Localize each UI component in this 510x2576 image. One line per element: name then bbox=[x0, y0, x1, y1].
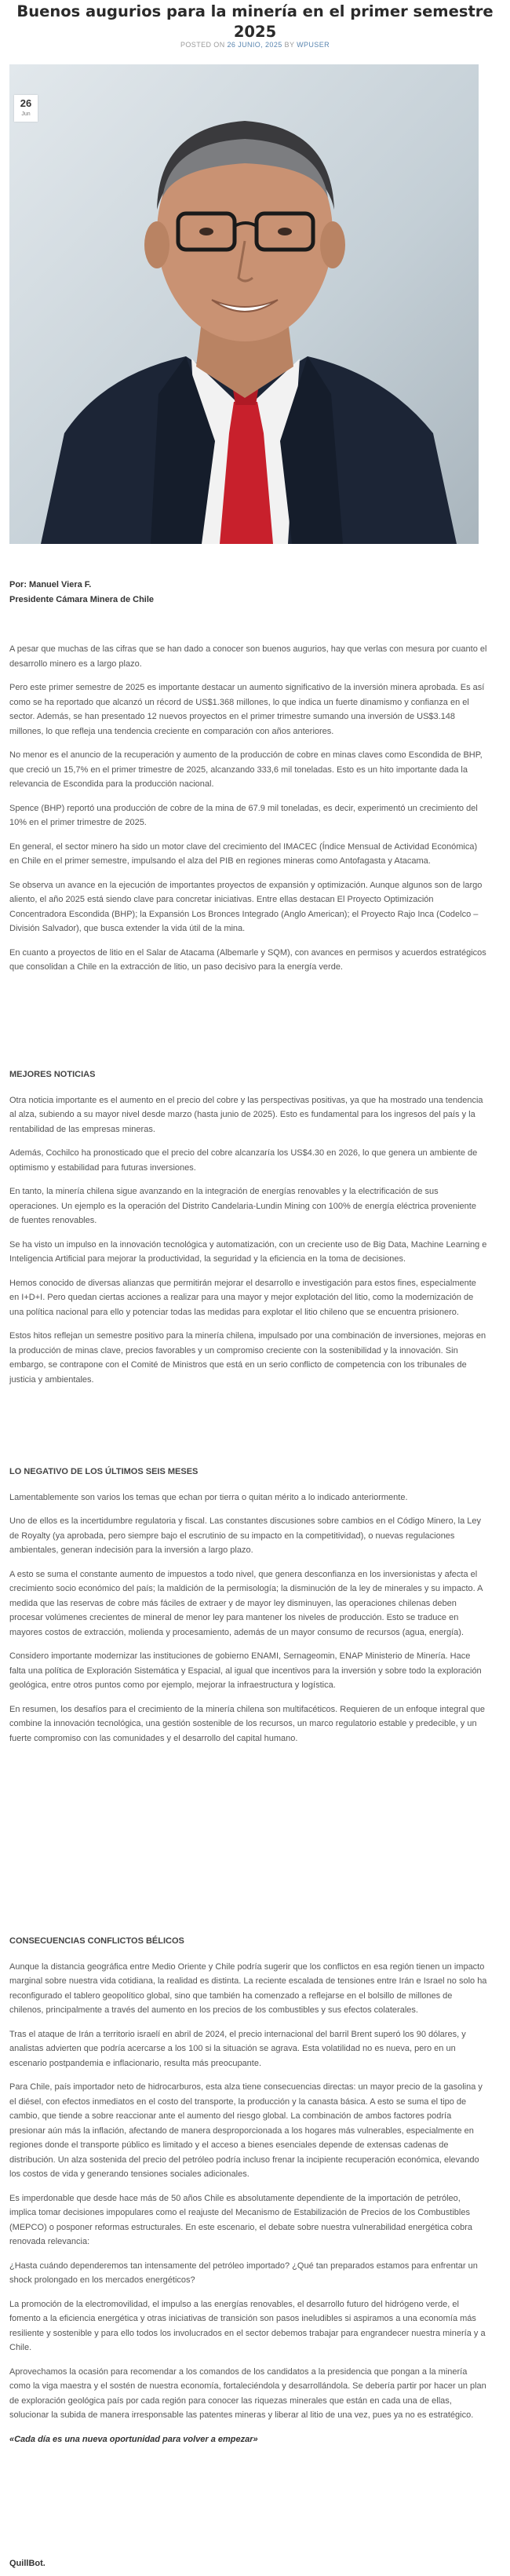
paragraph: Se ha visto un impulso en la innovación tecnológica y automatización, con un creciente uso de Big Data, Machine Learning e Inteligencia Artificial para mejorar la productividad, la seguridad y la eficiencia en la toma de decisiones. bbox=[9, 1239, 487, 1264]
byline-role: Presidente Cámara Minera de Chile bbox=[9, 595, 155, 604]
badge-day: 26 bbox=[20, 97, 32, 109]
date-badge bbox=[14, 95, 38, 122]
paragraph: Uno de ellos es la incertidumbre regulatoria y fiscal. Las constantes discusiones sobre cambios en el Código Minero, la Ley de Royalty (ya aprobada, pero siempre bajo el escrutinio de su impacto en la competitividad), o nuevas regulaciones ambientales, generan indecisión para la inversión a largo plazo. bbox=[9, 1516, 482, 1555]
signature: QuillBot. bbox=[9, 2559, 46, 2568]
left-ear bbox=[144, 221, 169, 268]
paragraph: Se observa un avance en la ejecución de importantes proyectos de expansión y optimización. Aunque algunos son de largo aliento, el año 2025 está siendo clave para concretar iniciativas. Entre ellas destacan El Proyecto Optimización Concentradora Escondida (BHP); la Expansión Los Bronces Integrado (Anglo American); el Proyecto Rajo Inca (Codelco – División Salvador), que busca extender la vida útil de la mina. bbox=[9, 880, 483, 933]
paragraph: En general, el sector minero ha sido un motor clave del crecimiento del IMACEC (Índice Mensual de Actividad Económica) en Chile en el primer semestre, impulsando el alza del PIB en regiones mineras como Antofagasta y Atacama. bbox=[9, 841, 478, 866]
featured-image bbox=[9, 64, 479, 544]
right-eye bbox=[278, 228, 292, 235]
section-conflictos-belicos bbox=[9, 1929, 488, 2456]
byline bbox=[9, 578, 488, 608]
meta-author-link[interactable]: WPUSER bbox=[297, 41, 330, 49]
section-heading: LO NEGATIVO DE LOS ÚLTIMOS SEIS MESES bbox=[9, 1467, 199, 1476]
paragraph: Es imperdonable que desde hace más de 50 años Chile es absolutamente dependiente de la importación de petróleo, implica tomar decisiones impopulares como el reajuste del Mecanismo de Estabilización de Precios de los Combustibles (MEPCO) o posponer reformas estructurales. En este escenario, el debate sobre nuestra vulnerabilidad energética cobra renovada relevancia: bbox=[9, 2193, 473, 2246]
paragraph: En tanto, la minería chilena sigue avanzando en la integración de energías renovables y la electrificación de sus operaciones. Un ejemplo es la operación del Distrito Candelaria-Lundin Mining con 100% de energía eléctrica proveniente de fuentes renovables. bbox=[9, 1187, 476, 1225]
byline-author: Por: Manuel Viera F. bbox=[9, 580, 92, 589]
paragraph: No menor es el anuncio de la recuperación y aumento de la producción de cobre en minas claves como Escondida de BHP, que creció un 15,7% en el primer trimestre de 2025, alcanzando 333,6 mil toneladas. Esto es un hito importante dada la relevancia de Escondida para la producción nacional. bbox=[9, 750, 483, 789]
paragraph: Considero importante modernizar las instituciones de gobierno ENAMI, Sernageomin, ENAP Ministerio de Minería. Hace falta una política de Exploración Sistemática y Espacial, al igual que incentivos para la inversión y sobre todo la exploración geológica, entre otros puntos como por ejemplo, mejorar la infraestructura y logística. bbox=[9, 1651, 482, 1690]
paragraph: Otra noticia importante es el aumento en el precio del cobre y las perspectivas positivas, ya que ha mostrado una tendencia al alza, subiendo a su mayor nivel desde marzo (hasta junio de 2025). Esto es fundamental para los ingresos del país y la rentabilidad de las empresas mineras. bbox=[9, 1095, 483, 1134]
paragraph: Estos hitos reflejan un semestre positivo para la minería chilena, impulsado por una combinación de inversiones, mejoras en la producción de minas clave, precios favorables y un compromiso creciente con la sostenibilidad y la innovación. Sin embargo, se contrapone con el Comité de Ministros que está en un serio conflicto de competencia con los tribunales de justicia y ambientales. bbox=[9, 1331, 486, 1385]
paragraph: A pesar que muchas de las cifras que se han dado a conocer son buenos augurios, hay que verlas con mesura por cuanto el desarrollo minero es a largo plazo. bbox=[9, 644, 487, 669]
portrait-illustration bbox=[9, 64, 479, 544]
paragraph: Hemos conocido de diversas alianzas que permitirán mejorar el desarrollo e investigación para estos fines, especialmente en I+D+I. Pero quedan ciertas acciones a realizar para una mayor y mejor explotación del litio, como la modernización de una política nacional para ello y potenciar todas las medidas para explotar el litio chileno que se encuentra prisionero. bbox=[9, 1278, 476, 1317]
section-lo-negativo bbox=[9, 1460, 488, 1755]
right-ear bbox=[320, 221, 345, 268]
paragraph: Spence (BHP) reportó una producción de cobre de la mina de 67.9 mil toneladas, es decir, experimentó un crecimiento del 10% en el primer trimestre de 2025. bbox=[9, 803, 478, 827]
paragraph: Además, Cochilco ha pronosticado que el precio del cobre alcanzaría los US$4.30 en 2026, lo que genera un ambiente de optimismo y estabilidad para futuras inversiones. bbox=[9, 1148, 478, 1173]
post-meta bbox=[0, 41, 510, 49]
paragraph: Aunque la distancia geográfica entre Medio Oriente y Chile podría sugerir que los conflictos en esa región tienen un impacto marginal sobre nuestra vida cotidiana, la realidad es distinta. La reciente escalada de tensiones entre Irán e Israel no solo ha reconfigurado el tablero geopolítico global, sino que también ha comenzado a reflejarse en el bolsillo de millones de chilenos, principalmente a través del aumento en los precios de los combustibles y sus efectos colaterales. bbox=[9, 1961, 487, 2015]
paragraph: Tras el ataque de Irán a territorio israelí en abril de 2024, el precio internacional del barril Brent superó los 90 dólares, y analistas advierten que podría acercarse a los 100 si la situación se agrava. Esta volatilidad no es nueva, pero en un escenario postpandemia e inflacionario, resulta más preocupante. bbox=[9, 2029, 466, 2068]
paragraph: Aprovechamos la ocasión para recomendar a los comandos de los candidatos a la presidencia que pongan a la minería como la viga maestra y el sostén de nuestra economía, fortaleciéndola y desarrollándola. Se debería partir por hacer un plan de exploración geológica país por cada región para conocer las riquezas minerales que están en cada una de ellas, solucionar la subida de manera irresponsable las patentes mineras y liberar al litio de una vez, pues ya no es estratégico. bbox=[9, 2366, 486, 2420]
closing-quote: «Cada día es una nueva oportunidad para volver a empezar» bbox=[9, 2434, 258, 2444]
section-heading: MEJORES NOTICIAS bbox=[9, 1070, 96, 1079]
badge-month: Jun bbox=[21, 111, 31, 117]
meta-by: BY bbox=[284, 41, 295, 49]
paragraph: En cuanto a proyectos de litio en el Salar de Atacama (Albemarle y SQM), con avances en permisos y acuerdos estratégicos que consolidan a Chile en la extracción de litio, un paso decisivo para la energía verde. bbox=[9, 947, 486, 972]
section-heading: CONSECUENCIAS CONFLICTOS BÉLICOS bbox=[9, 1936, 184, 1946]
paragraph: Para Chile, país importador neto de hidrocarburos, esta alza tiene consecuencias directas: un mayor precio de la gasolina y el diésel, con efectos inmediatos en el costo del transporte, la producción y la canasta básica. A esto se suma el tipo de cambio, que tiende a sobre reaccionar ante el aumento del riesgo global. La combinación de ambos factores podría presionar aún más la inflación, afectando de manera desproporcionada a los hogares más vulnerables, especialmente en regiones donde el transporte público es limitado y el acceso a bienes esenciales depende de extensas cadenas de distribución. Un alza sostenida del precio del petróleo podría incluso frenar la incipiente recuperación económica, elevando los costos de vida y generando tensiones sociales adicionales. bbox=[9, 2082, 483, 2179]
paragraph: La promoción de la electromovilidad, el impulso a las energías renovables, el desarrollo futuro del hidrógeno verde, el fomento a la eficiencia energética y otras iniciativas de transición son pasos ineludibles si aspiramos a una economía más resiliente y sostenible y para ello todos los involucrados en el sector debemos trabajar para engrandecer nuestra minería y a Chile. bbox=[9, 2299, 486, 2352]
left-eye bbox=[199, 228, 213, 235]
post-title: Buenos augurios para la minería en el primer semestre 2025 bbox=[16, 2, 494, 41]
meta-prefix: POSTED ON bbox=[180, 41, 225, 49]
paragraph: ¿Hasta cuándo dependeremos tan intensamente del petróleo importado? ¿Qué tan preparados estamos para enfrentar un shock prolongado en los mercados energéticos? bbox=[9, 2260, 478, 2285]
paragraph: En resumen, los desafíos para el crecimiento de la minería chilena son multifacéticos. Requieren de un enfoque integral que combine la innovación tecnológica, una gestión sostenible de los recursos, un marco regulatorio estable y predecible, y un fuerte compromiso con las comunidades y el desarrollo del capital humano. bbox=[9, 1704, 485, 1743]
section-mejores-noticias bbox=[9, 1063, 488, 1396]
section-intro bbox=[9, 642, 488, 984]
paragraph: Pero este primer semestre de 2025 es importante destacar un aumento significativo de la inversión minera aprobada. Es así como se ha reportado que alcanzó un récord de US$1.368 millones, lo que indica un fuerte dinamismo y confianza en el sector. Además, se han presentado 12 nuevos proyectos en el primer trimestre sumando una inversión de US$3.148 millones, lo que refleja una tendencia creciente en comparación con años anteriores. bbox=[9, 683, 485, 736]
paragraph: Lamentablemente son varios los temas que echan por tierra o quitan mérito a lo indicado anteriormente. bbox=[9, 1492, 408, 1502]
paragraph: A esto se suma el constante aumento de impuestos a todo nivel, que genera desconfianza en los inversionistas y afecta el crecimiento socio económico del país; la maldición de la permisología; la disminución de la ley de minerales y su impacto. A medida que las reservas de cobre más fáciles de extraer y de mayor ley disminuyen, las operaciones chilenas deben procesar volúmenes crecientes de mineral de menor ley para mantener los niveles de producción. Esto se traduce en mayores costos de extracción, molienda y procesamiento, además de un mayor consumo de recursos (agua, energía). bbox=[9, 1569, 483, 1637]
meta-date-link[interactable]: 26 JUNIO, 2025 bbox=[227, 41, 282, 49]
